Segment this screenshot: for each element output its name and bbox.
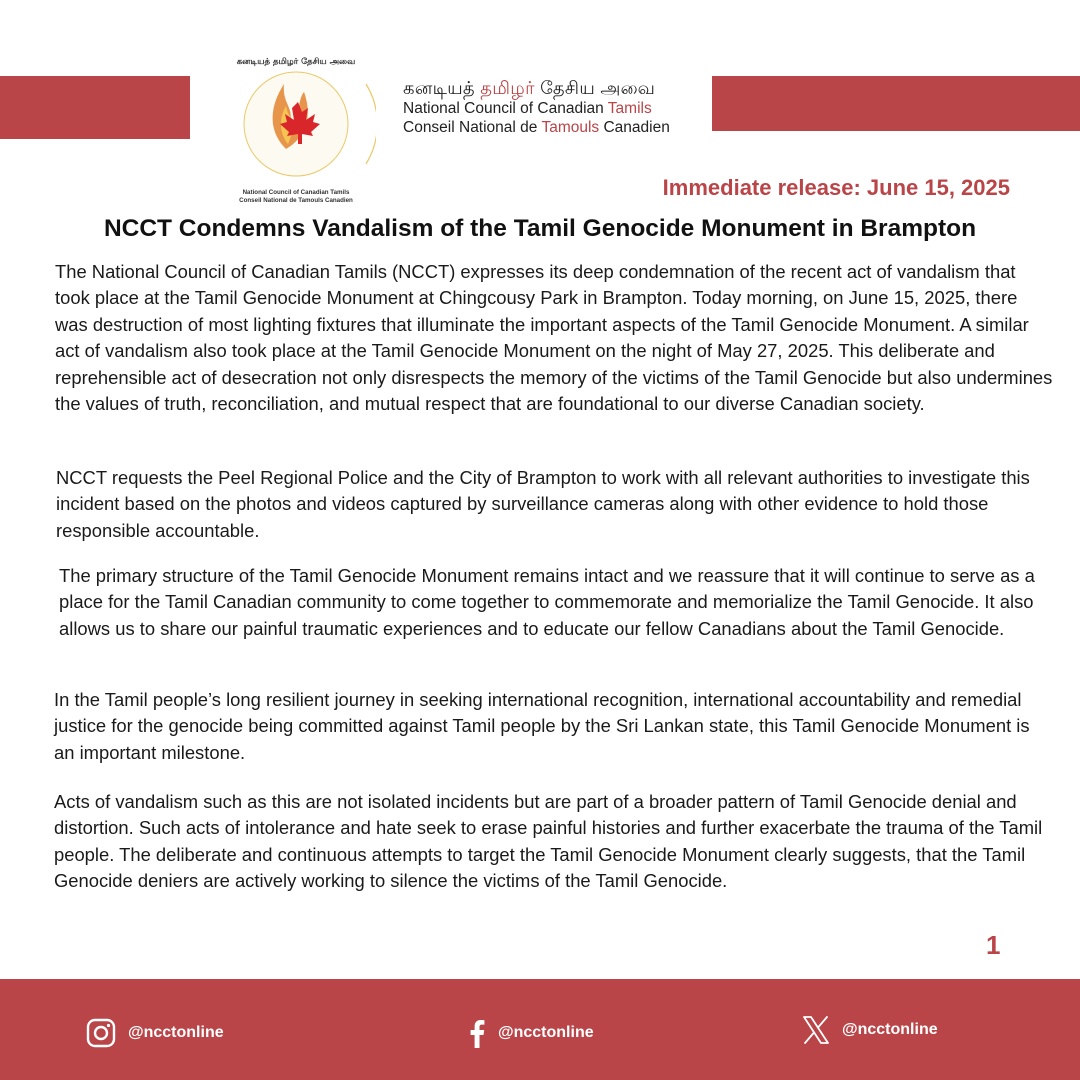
logo-ring-tamil: கனடியத் தமிழர் தேசிய அவை (236, 57, 356, 67)
facebook-handle: @ncctonline (498, 1024, 594, 1041)
paragraph-2: NCCT requests the Peel Regional Police and the City of Brampton to work with all relevant authorities to investigate this incident based on the photos and videos captured by surveillance cameras along with other evidence to hold those responsible accountable. (56, 467, 1030, 541)
paragraph-1: The National Council of Canadian Tamils (NCCT) expresses its deep condemnation of the recent act of vandalism that took place at the Tamil Genocide Monument at Chingcousy Park in Brampton. Today morning, on June 15, 2025, there was destruction of most lighting fixtures that illuminate the important aspects of the Tamil Genocide Monument. A similar act of vandalism also took place at the Tamil Genocide Monument on the night of May 27, 2025. This deliberate and reprehensible act of desecration not only disrespects the memory of the victims of the Tamil Genocide but also undermines the values of truth, reconciliation, and mutual respect that are foundational to our diverse Canadian society. (55, 261, 1053, 415)
x-icon (802, 1015, 830, 1045)
headline: NCCT Condemns Vandalism of the Tamil Genocide Monument in Brampton (103, 215, 977, 242)
org-name-tamil (403, 77, 703, 99)
x-handle: @ncctonline (842, 1021, 938, 1038)
x-link[interactable] (802, 1015, 938, 1045)
instagram-handle: @ncctonline (128, 1024, 224, 1041)
org-tamil-3: தேசிய அவை (534, 78, 656, 98)
release-date: Immediate release: June 15, 2025 (662, 175, 1010, 200)
page-number: 1 (986, 930, 1001, 960)
org-english-main: National Council of Canadian (403, 100, 608, 117)
logo-ring-english: National Council of Canadian Tamils (242, 189, 350, 196)
org-name-french (403, 118, 703, 137)
org-name-block (403, 77, 703, 137)
facebook-link[interactable] (468, 1018, 594, 1048)
org-french-2: Canadien (599, 119, 670, 136)
org-english-accent: Tamils (607, 100, 652, 117)
header-band-left (0, 76, 190, 139)
instagram-link[interactable] (86, 1018, 224, 1048)
logo-ring-french: Conseil National de Tamouls Canadien (239, 197, 353, 204)
paragraph-5: Acts of vandalism such as this are not isolated incidents but are part of a broader pattern of Tamil Genocide denial and distortion. Such acts of intolerance and hate seek to erase painful histories and further exacerbate the trauma of the Tamil people. The deliberate and continuous attempts to target the Tamil Genocide Monument clearly suggests, that the Tamil Genocide deniers are actively working to silence the victims of the Tamil Genocide. (54, 791, 1043, 892)
org-french-accent: Tamouls (541, 119, 600, 136)
paragraph-3: The primary structure of the Tamil Genocide Monument remains intact and we reassure that it will continue to serve as a place for the Tamil Canadian community to come together to commemorate and memorialize the Tamil Genocide. It also allows us to share our painful traumatic experiences and to educate our fellow Canadians about the Tamil Genocide. (59, 565, 1035, 639)
facebook-icon (468, 1018, 486, 1048)
org-tamil-accent: தமிழர் (480, 78, 535, 98)
org-french-1: Conseil National de (403, 119, 542, 136)
paragraph-4: In the Tamil people’s long resilient journey in seeking international recognition, international accountability and remedial justice for the genocide being committed against Tamil people by the Sri Lankan state, this Tamil Genocide Monument is an important milestone. (54, 689, 1030, 763)
header-band-right (712, 76, 1080, 131)
org-name-english (403, 99, 703, 118)
ncct-logo (216, 44, 376, 204)
org-tamil-1: கனடியத் (403, 78, 481, 98)
instagram-icon (86, 1018, 116, 1048)
